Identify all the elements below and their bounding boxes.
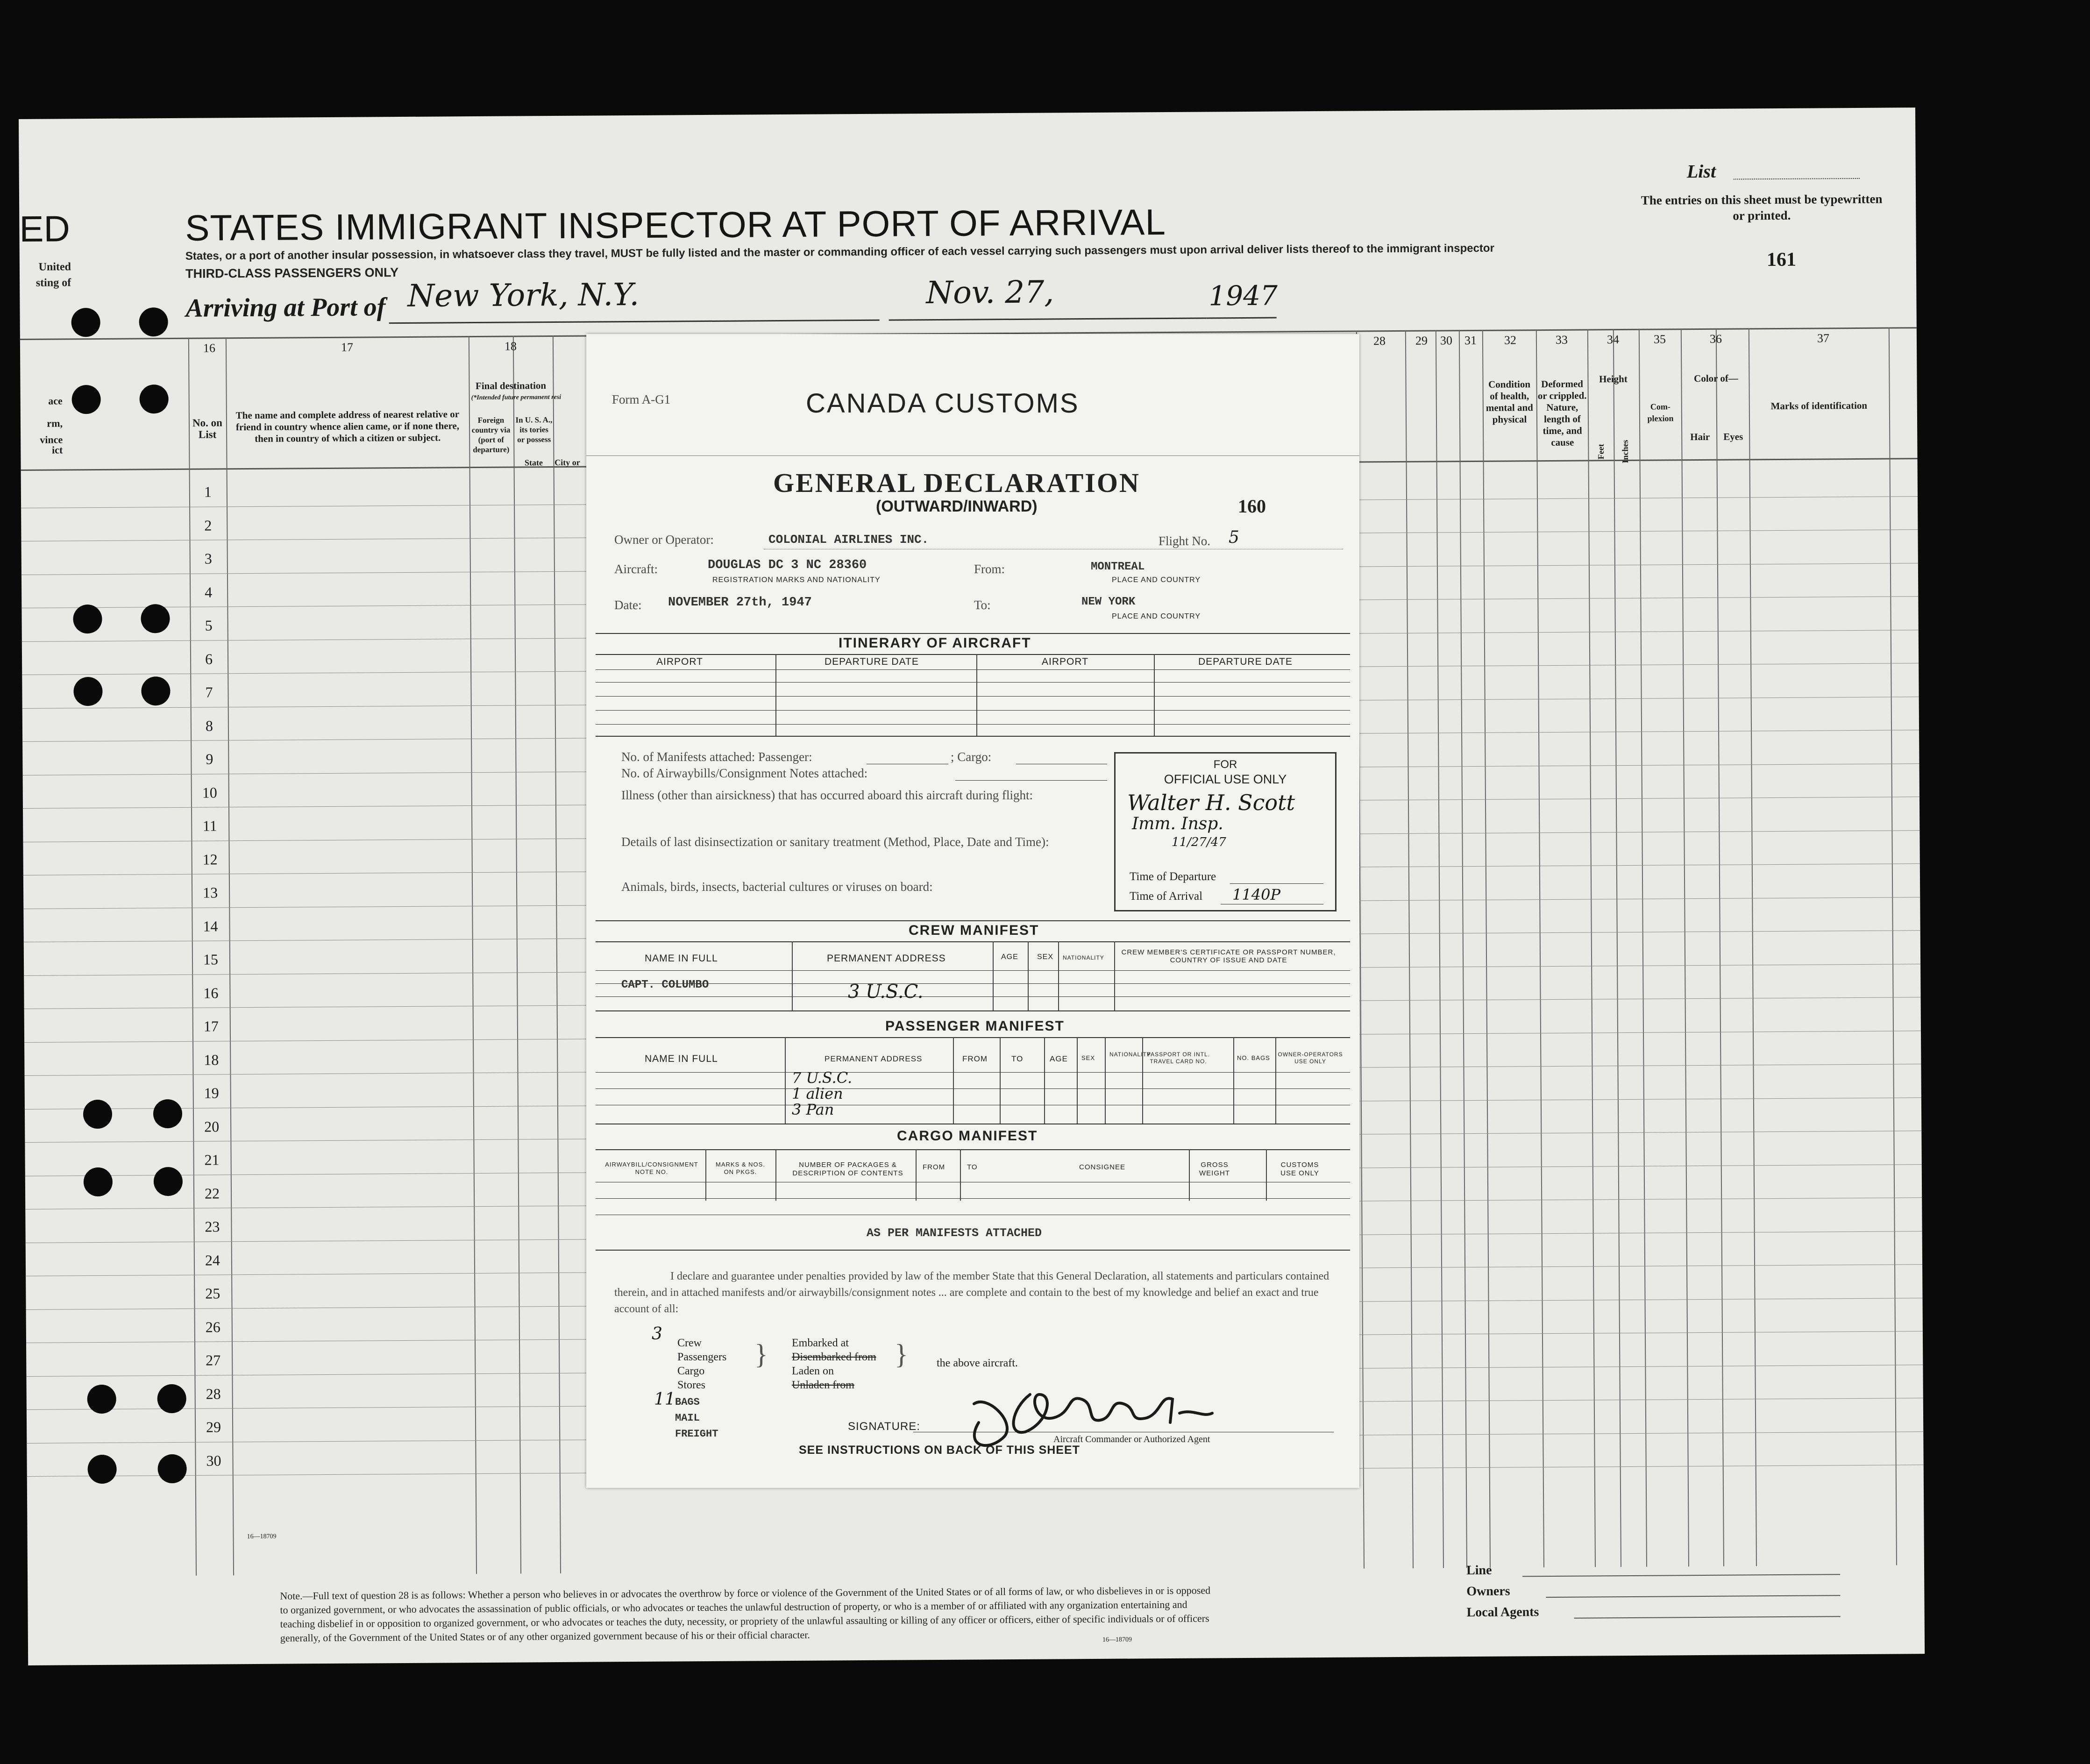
col-line (513, 336, 521, 1574)
aircraft-value: DOUGLAS DC 3 NC 28360 (708, 558, 867, 572)
passenger-row (596, 1072, 1350, 1073)
colnum-16: 16 (203, 341, 216, 355)
from-value: MONTREAL (1091, 561, 1145, 573)
itinerary-vline (1154, 654, 1155, 736)
crew-rule (596, 941, 1350, 942)
crew-vline (1028, 941, 1029, 1010)
header-prefix: ED (19, 208, 71, 249)
list-line (1734, 178, 1860, 180)
line-rule (1522, 1574, 1840, 1577)
row-number: 22 (204, 1184, 220, 1202)
col37-header: Marks of identification (1770, 399, 1868, 412)
agents-rule (1574, 1616, 1841, 1618)
crew-row (596, 983, 1350, 984)
passenger-col: TO (1011, 1054, 1024, 1063)
brace-left: } (754, 1339, 768, 1370)
passenger-rule (596, 1037, 1350, 1038)
cargo-vline (916, 1149, 917, 1201)
punch-hole (83, 1100, 112, 1129)
cargo-col: GROSS WEIGHT (1199, 1161, 1230, 1177)
row-number: 28 (206, 1385, 221, 1402)
punch-hole (87, 1385, 116, 1414)
crew-address-hand: 3 U.S.C. (848, 981, 924, 1003)
col18-header: Final destination (475, 380, 547, 392)
colnum-18: 18 (504, 339, 517, 353)
cargo-row (596, 1198, 1350, 1199)
left-edge-text: vince (40, 434, 63, 446)
col18-city: City or (554, 457, 580, 468)
tally-label: Cargo (677, 1365, 705, 1377)
passenger-col: NO. BAGS (1237, 1054, 1270, 1061)
crew-name: CAPT. COLUMBO (621, 979, 709, 991)
col36-hair: Hair (1690, 431, 1710, 443)
extras-list (675, 1394, 718, 1442)
date-line (889, 317, 1207, 320)
passenger-vline (1044, 1037, 1045, 1124)
owner-value: COLONIAL AIRLINES INC. (768, 533, 929, 547)
passenger-title: PASSENGER MANIFEST (885, 1018, 1065, 1034)
itinerary-col: DEPARTURE DATE (1198, 656, 1293, 667)
colnum-30: 30 (1440, 334, 1453, 348)
itinerary-top (596, 633, 1350, 634)
owner-label: Owner or Operator: (614, 533, 714, 547)
brace-right: } (895, 1339, 908, 1370)
punch-hole (71, 385, 100, 414)
list-label: List (1686, 160, 1716, 182)
row-number: 30 (206, 1451, 221, 1469)
departure-label: Time of Departure (1130, 870, 1216, 883)
itinerary-title: ITINERARY OF AIRCRAFT (839, 635, 1031, 651)
cargo-col: CUSTOMS USE ONLY (1280, 1161, 1319, 1177)
tally-label: Crew (677, 1337, 702, 1349)
passenger-vline (1275, 1037, 1276, 1124)
passenger-hand-line: 3 Pan (792, 1101, 834, 1118)
punch-hole (71, 308, 100, 337)
col36-header: Color of— (1694, 372, 1738, 384)
official-use-box (1114, 752, 1336, 911)
passenger-col: AGE (1050, 1054, 1068, 1063)
passenger-hand-line: 1 alien (792, 1085, 843, 1102)
official-title: OFFICIAL USE ONLY (1164, 772, 1287, 786)
arrival-label: Time of Arrival (1130, 890, 1203, 903)
third-class-note: THIRD-CLASS PASSENGERS ONLY (185, 265, 399, 281)
col-line (1536, 329, 1544, 1567)
crew-row (596, 970, 1350, 971)
page-title: STATES IMMIGRANT INSPECTOR AT PORT OF ARRIVAL (185, 201, 1166, 249)
row-number: 17 (203, 1017, 219, 1035)
punch-hole (154, 1167, 183, 1196)
cargo-vline (960, 1149, 961, 1201)
col-line (1716, 328, 1724, 1566)
punch-hole (141, 604, 170, 633)
passenger-hand (792, 1070, 852, 1117)
col34-inches: Inches (1620, 440, 1630, 463)
itinerary-col: AIRPORT (656, 656, 703, 667)
cargo-col: NUMBER OF PACKAGES & DESCRIPTION OF CONTENTS (792, 1161, 903, 1177)
itinerary-col: DEPARTURE DATE (825, 656, 919, 667)
crew-vline (993, 941, 994, 1010)
col-line (1436, 330, 1444, 1568)
col17-header: The name and complete address of nearest relative or friend in country whence alien came, or if none there, then in country of which a citizen or subject. (235, 408, 460, 444)
general-declaration-card (586, 334, 1359, 1488)
col-line (1639, 329, 1647, 1567)
left-fragment (20, 259, 71, 291)
passenger-col: PERMANENT ADDRESS (825, 1054, 923, 1063)
colnum-34: 34 (1607, 333, 1620, 347)
itinerary-vline (775, 654, 776, 736)
tally-label: Passengers (677, 1351, 727, 1363)
crew-col: PERMANENT ADDRESS (827, 953, 946, 964)
agents-label: Local Agents (1466, 1605, 1539, 1620)
row-number: 26 (205, 1318, 220, 1336)
col-line (1482, 330, 1491, 1568)
row-number: 3 (204, 550, 212, 567)
direction-label: (OUTWARD/INWARD) (876, 498, 1038, 515)
footnote: Note.—Full text of question 28 is as follows: Whether a person who believes in or advocates the overthrow by force or violence of the Government of the United States or of all forms of law, or who disbelieves in or is opposed to organized government, or who advocates the assassination of public officials, or who advocates or teaches the unlawful destruction of property, or who is a member of or affiliated with any organization entertaining and teaching disbelief in or opposition to organized government, or who advocates or teaches the duty, necessity, or propriety of the unlawful assaulting or killing of any officer or officers, either of specific individuals or of officers generally, of the Government of the United States or of any other organized government because of his or their official character. (280, 1584, 1211, 1644)
left-fragment-2: sting of (36, 277, 71, 289)
colnum-17: 17 (341, 340, 354, 354)
left-edge-text: ace (48, 395, 63, 407)
divider (586, 455, 1359, 456)
cargo-value: AS PER MANIFESTS ATTACHED (867, 1226, 1042, 1240)
row-number: 5 (205, 617, 213, 634)
date-label: Date: (614, 598, 642, 612)
punch-hole (157, 1454, 186, 1483)
colnum-36: 36 (1709, 332, 1722, 346)
illness-label: Illness (other than airsickness) that has occurred aboard this aircraft during flight: (621, 788, 1033, 802)
tally-labels (677, 1336, 726, 1392)
passenger-vline (785, 1037, 786, 1124)
row-number: 10 (202, 783, 217, 801)
passenger-col: NAME IN FULL (645, 1053, 718, 1064)
punch-hole (87, 1455, 116, 1484)
embarked-label: Laden on (792, 1365, 834, 1377)
punch-hole (73, 605, 102, 633)
row-number: 11 (202, 817, 217, 834)
cargo-title: CARGO MANIFEST (897, 1128, 1038, 1144)
row-number: 13 (203, 884, 218, 901)
cargo-vline (775, 1149, 776, 1201)
punch-hole (139, 384, 168, 413)
page-number: 161 (1766, 249, 1797, 271)
colnum-35: 35 (1653, 332, 1666, 346)
extras-item: BAGS (675, 1396, 700, 1408)
airwaybills-rule (955, 780, 1107, 781)
arriving-label: Arriving at Port of (185, 292, 386, 323)
passenger-vline (1105, 1037, 1106, 1124)
header-subtitle: States, or a port of another insular possession, in whatsoever class they travel, MUST be fully listed and the master or commanding officer of each vessel carrying such passengers must upon arrival deliver lists thereof to the immigrant inspector (185, 242, 1494, 263)
row-number: 8 (205, 717, 213, 734)
passenger-vline (1233, 1037, 1234, 1124)
crew-vline (1114, 941, 1115, 1010)
embarked-label: Embarked at (792, 1337, 849, 1349)
cargo-col: CONSIGNEE (1079, 1163, 1126, 1171)
col35-header: Com-plexion (1647, 402, 1674, 423)
crew-vline (1058, 941, 1059, 1010)
col-line (1749, 328, 1757, 1566)
place-caption-1: PLACE AND COUNTRY (1112, 576, 1201, 584)
passenger-hand-line: 7 U.S.C. (792, 1069, 853, 1087)
declaration-text: I declare and guarantee under penalties provided by law of the member State that this General Declaration, all statements and particulars contained therein, and in attached manifests and/or airwaybills/consignment notes ... are complete and contain to the best of my knowledge and belief an exact and true account of all: (614, 1270, 1329, 1315)
airwaybills-label: No. of Airwaybills/Consignment Notes attached: (621, 766, 868, 780)
official-date-hand: 11/27/47 (1172, 835, 1226, 849)
port-handwritten: New York, N.Y. (407, 276, 640, 314)
to-label: To: (974, 598, 991, 612)
col-line (1405, 330, 1414, 1568)
cargo-count-label: ; Cargo: (951, 750, 992, 764)
to-value: NEW YORK (1081, 596, 1136, 608)
cargo-vline (1189, 1149, 1190, 1201)
crew-bottom (596, 1010, 1350, 1011)
line-label: Line (1466, 1563, 1492, 1578)
row-number: 12 (202, 850, 218, 868)
crew-title: CREW MANIFEST (909, 923, 1039, 938)
form-id: Form A-G1 (612, 392, 671, 406)
cargo-vline (705, 1149, 706, 1201)
itinerary-bottom (596, 736, 1350, 737)
date-handwritten: Nov. 27, (926, 274, 1054, 311)
crew-top (596, 920, 1350, 921)
from-label: From: (974, 562, 1005, 576)
left-edge-text: ict (52, 444, 63, 456)
crew-row (596, 996, 1350, 997)
form-code: 16—18709 (1102, 1636, 1132, 1643)
crew-col: SEX (1037, 953, 1054, 961)
col-line (1459, 330, 1467, 1568)
punch-hole (157, 1384, 186, 1413)
year-handwritten: 1947 (1209, 279, 1278, 312)
extras-item: FREIGHT (675, 1428, 718, 1440)
row-number: 2 (204, 516, 212, 534)
embarked-labels (792, 1336, 876, 1392)
row-number: 24 (205, 1251, 220, 1269)
passenger-col: FROM (962, 1054, 988, 1063)
row-number: 20 (204, 1117, 220, 1135)
passenger-vline (1077, 1037, 1078, 1124)
crew-col: CREW MEMBER'S CERTIFICATE OR PASSPORT NUMBER, COUNTRY OF ISSUE AND DATE (1121, 948, 1336, 964)
animals-label: Animals, birds, insects, bacterial cultures or viruses on board: (621, 880, 933, 894)
row-number: 14 (203, 917, 218, 935)
colnum-32: 32 (1504, 333, 1517, 347)
cargo-bottom (596, 1250, 1350, 1251)
arrival-value: 1140P (1232, 886, 1280, 903)
embarked-label: Unladen from (792, 1379, 854, 1391)
row-number: 4 (205, 583, 213, 601)
colnum-29: 29 (1415, 334, 1428, 348)
row-number: 19 (204, 1084, 219, 1102)
col-line (1613, 329, 1621, 1567)
row-number: 16 (203, 984, 219, 1002)
stamp-number: 160 (1238, 496, 1266, 517)
tally-hand-extra: 11 (654, 1390, 675, 1409)
punch-hole (153, 1099, 182, 1128)
port-line (389, 320, 880, 324)
official-title-hand: Imm. Insp. (1132, 814, 1223, 833)
punch-hole (141, 676, 170, 705)
aircraft-label: Aircraft: (614, 562, 658, 576)
official-signature: Walter H. Scott (1127, 790, 1295, 815)
form-code-2: 16—18709 (247, 1533, 277, 1541)
col18-usa: In U. S. A., its tories or possess (515, 415, 553, 444)
itinerary-col: AIRPORT (1042, 656, 1088, 667)
row-number: 27 (206, 1351, 221, 1369)
row-number: 9 (206, 750, 213, 768)
itinerary-row (596, 724, 1350, 725)
crew-col: AGE (1001, 953, 1018, 961)
col-line (1587, 329, 1596, 1567)
col-line (1889, 327, 1897, 1565)
disinfection-label: Details of last disinsectization or sanitary treatment (Method, Place, Date and Time): (621, 835, 1049, 849)
declaration-title: GENERAL DECLARATION (773, 468, 1140, 498)
place-caption-2: PLACE AND COUNTRY (1112, 612, 1201, 620)
date-value: NOVEMBER 27th, 1947 (668, 596, 812, 610)
colnum-37: 37 (1817, 331, 1830, 345)
row-number: 29 (206, 1418, 221, 1436)
departure-rule (1230, 883, 1323, 884)
passenger-col: OWNER-OPERATORS USE ONLY (1278, 1051, 1343, 1065)
row-number: 6 (205, 650, 213, 668)
left-fragment-1: United (38, 261, 71, 273)
colnum-33: 33 (1555, 333, 1568, 347)
crew-vline (792, 941, 793, 1010)
itinerary-row (596, 669, 1350, 670)
col-line (1681, 328, 1689, 1566)
owners-label: Owners (1466, 1584, 1510, 1599)
embarked-label: Disembarked from (792, 1351, 876, 1363)
cargo-vline (1266, 1149, 1267, 1201)
row-number: 23 (205, 1218, 220, 1235)
cargo-col: MARKS & NOS. ON PKGS. (716, 1161, 765, 1175)
col34-feet: Feet (1596, 444, 1606, 460)
cargo-col: TO (967, 1163, 978, 1171)
signature-caption: Aircraft Commander or Authorized Agent (1053, 1434, 1210, 1444)
above-aircraft: the above aircraft. (937, 1357, 1018, 1369)
itinerary-row (596, 682, 1350, 683)
itinerary-rule (596, 654, 1350, 655)
punch-hole (139, 307, 168, 336)
passenger-col: SEX (1081, 1054, 1095, 1061)
col32-header: Condition of health, mental and physical (1486, 378, 1533, 425)
official-for: FOR (1213, 758, 1237, 771)
year-line (1207, 317, 1277, 319)
col34-header: Height (1599, 373, 1628, 385)
extras-item: MAIL (675, 1412, 700, 1424)
cargo-rule (596, 1149, 1350, 1150)
passenger-row (596, 1088, 1350, 1089)
row-number: 25 (205, 1285, 220, 1302)
punch-hole (73, 677, 102, 706)
owners-rule (1546, 1595, 1840, 1598)
flight-value: 5 (1229, 528, 1239, 547)
row-number: 1 (204, 483, 212, 500)
left-edge-headers (30, 390, 63, 455)
col-line (469, 336, 477, 1574)
row-number: 21 (204, 1151, 220, 1168)
col18-state: State (524, 458, 543, 468)
col-line (553, 335, 561, 1573)
itinerary-row (596, 696, 1350, 697)
tally-hand-crew: 3 (652, 1324, 662, 1344)
instructions-note: SEE INSTRUCTIONS ON BACK OF THIS SHEET (799, 1444, 1080, 1457)
signature-label: SIGNATURE: (848, 1420, 920, 1433)
cargo-col: AIRWAYBILL/CONSIGNMENT NOTE NO. (605, 1161, 698, 1175)
entries-note: The entries on this sheet must be typewritten or printed. (1641, 192, 1883, 223)
no-on-list-header: No. on List (192, 417, 223, 441)
crew-col: NAME IN FULL (645, 953, 718, 964)
punch-hole (84, 1167, 113, 1196)
passenger-vline (1000, 1037, 1001, 1124)
tally-label: Stores (677, 1379, 705, 1391)
crew-col: NATIONALITY (1063, 954, 1104, 961)
cargo-col: FROM (923, 1163, 945, 1171)
colnum-31: 31 (1464, 333, 1477, 348)
passenger-vline (1142, 1037, 1143, 1124)
passenger-col: NATIONALITY (1109, 1051, 1151, 1058)
col36-eyes: Eyes (1723, 431, 1743, 442)
row-number: 7 (205, 683, 213, 701)
passenger-col: PASSPORT OR INTL. TRAVEL CARD NO. (1146, 1051, 1210, 1065)
colnum-28: 28 (1373, 334, 1386, 348)
col18-note: (*Intended future permanent resi (471, 393, 562, 402)
col18-foreign: Foreign country via (port of departure) (471, 415, 511, 455)
itinerary-row (596, 710, 1350, 711)
registration-caption: REGISTRATION MARKS AND NATIONALITY (712, 576, 881, 584)
passenger-vline (953, 1037, 954, 1124)
agency-title: CANADA CUSTOMS (806, 388, 1080, 419)
itinerary-vline (976, 654, 977, 736)
col33-header: Deformed or crippled. Nature, length of time, and cause (1537, 378, 1587, 448)
left-edge-text: rm, (47, 417, 63, 429)
manifests-label: No. of Manifests attached: Passenger: (621, 750, 812, 764)
row-number: 15 (203, 951, 219, 968)
flight-label: Flight No. (1159, 534, 1211, 548)
row-number: 18 (204, 1051, 219, 1068)
